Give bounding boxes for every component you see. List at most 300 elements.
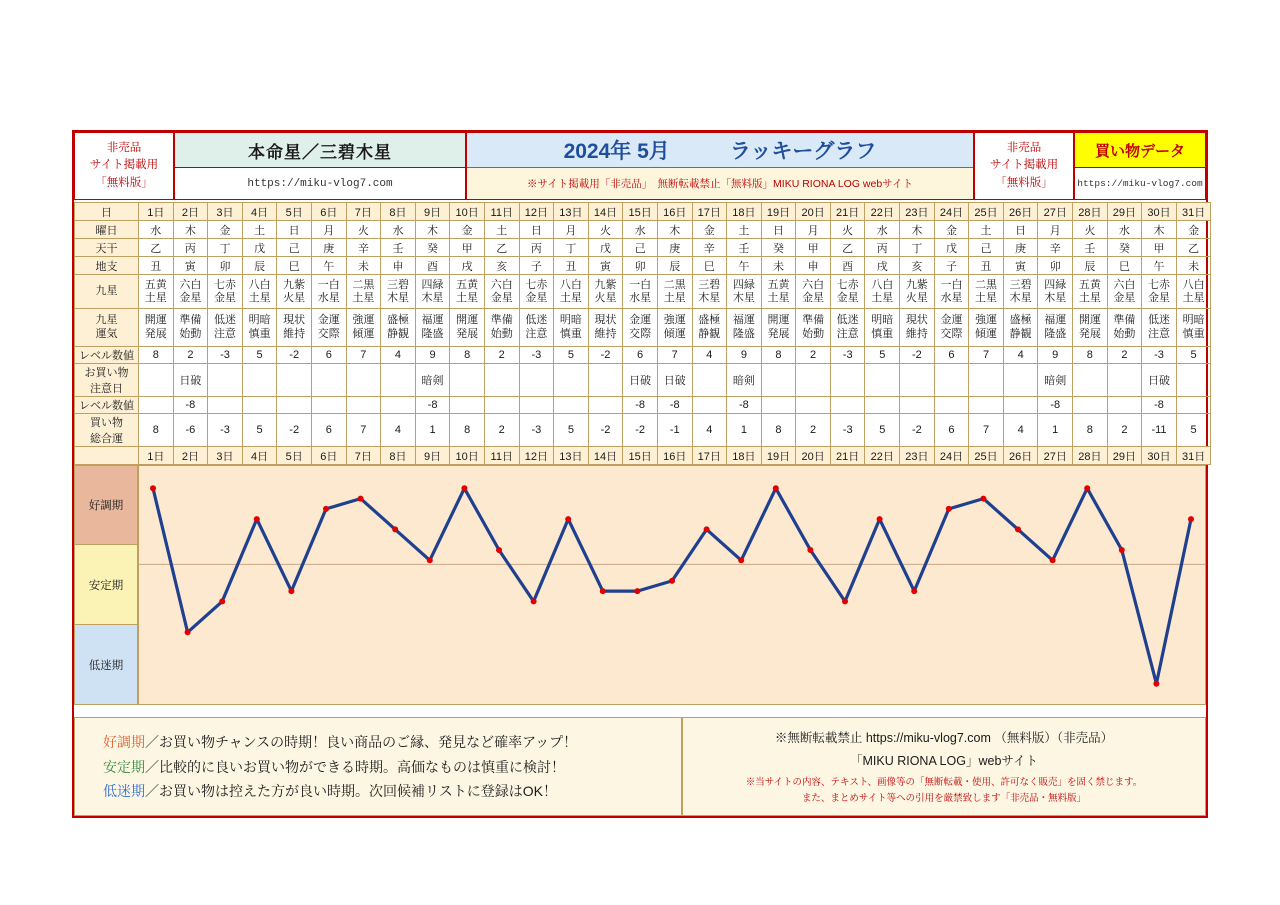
title-block bbox=[466, 132, 974, 200]
day-footer-cell: 11日 bbox=[484, 447, 519, 465]
day-header-cell: 17日 bbox=[692, 203, 727, 221]
weekday-cell: 土 bbox=[969, 221, 1004, 239]
sogo-row bbox=[75, 414, 1211, 447]
day-footer-cell: 24日 bbox=[934, 447, 969, 465]
sogo-cell: 8 bbox=[139, 414, 174, 447]
kyusei-cell: 二黒 土星 bbox=[346, 275, 381, 309]
sogo-cell: 5 bbox=[242, 414, 277, 447]
tenkan-cell: 丙 bbox=[519, 239, 554, 257]
chuibi-cell bbox=[311, 364, 346, 397]
level-1-cell: 7 bbox=[346, 347, 381, 364]
legend-term-antei: 安定期 bbox=[103, 758, 145, 775]
unki-cell: 福運 隆盛 bbox=[415, 309, 450, 347]
level-2-cell bbox=[346, 397, 381, 414]
copyright-line-1: ※無断転載禁止 https://miku-vlog7.com （無料版）（非売品） bbox=[774, 731, 1114, 745]
day-header-cell: 19日 bbox=[761, 203, 796, 221]
graph-point bbox=[392, 526, 398, 532]
day-footer-cell: 4日 bbox=[242, 447, 277, 465]
day-footer-cell: 23日 bbox=[900, 447, 935, 465]
unki-label: 九星 運気 bbox=[75, 309, 139, 347]
shopping-data-title: 買い物データ bbox=[1075, 133, 1205, 168]
unki-cell: 盛極 静観 bbox=[1003, 309, 1038, 347]
tenkan-cell: 戊 bbox=[242, 239, 277, 257]
kyusei-cell: 二黒 土星 bbox=[657, 275, 692, 309]
level-2-cell bbox=[1176, 397, 1211, 414]
day-header-cell: 4日 bbox=[242, 203, 277, 221]
graph-band-labels bbox=[74, 465, 138, 705]
weekday-cell: 水 bbox=[139, 221, 174, 239]
level-2-cell bbox=[588, 397, 623, 414]
weekday-cell: 火 bbox=[830, 221, 865, 239]
header-bar bbox=[74, 132, 1206, 200]
chuibi-cell bbox=[519, 364, 554, 397]
level-2-cell bbox=[381, 397, 416, 414]
level-1-cell: -3 bbox=[208, 347, 243, 364]
unki-cell: 現状 維持 bbox=[277, 309, 312, 347]
tenkan-cell: 庚 bbox=[657, 239, 692, 257]
level-2-cell bbox=[1003, 397, 1038, 414]
graph-point bbox=[911, 588, 917, 594]
legend-term-teimei: 低迷期 bbox=[103, 783, 145, 799]
header-right-note bbox=[974, 132, 1074, 200]
kyusei-cell: 一白 水星 bbox=[623, 275, 658, 309]
unki-cell: 強運 傾運 bbox=[969, 309, 1004, 347]
sogo-cell: -1 bbox=[657, 414, 692, 447]
tenkan-cell: 乙 bbox=[830, 239, 865, 257]
day-header-cell: 20日 bbox=[796, 203, 831, 221]
chuibi-cell: 日破 bbox=[1142, 364, 1177, 397]
day-header-cell: 1日 bbox=[139, 203, 174, 221]
day-header-cell: 7日 bbox=[346, 203, 381, 221]
chishi-cell: 巳 bbox=[692, 257, 727, 275]
day-footer-cell: 3日 bbox=[208, 447, 243, 465]
tenkan-cell: 乙 bbox=[139, 239, 174, 257]
level-2-cell: -8 bbox=[415, 397, 450, 414]
level-2-cell bbox=[139, 397, 174, 414]
day-header-cell: 27日 bbox=[1038, 203, 1073, 221]
level-1-cell: 4 bbox=[692, 347, 727, 364]
level-1-cell: 5 bbox=[242, 347, 277, 364]
level-2-cell: -8 bbox=[727, 397, 762, 414]
kyusei-cell: 三碧 木星 bbox=[1003, 275, 1038, 309]
unki-cell: 準備 始動 bbox=[1107, 309, 1142, 347]
level-1-cell: 8 bbox=[761, 347, 796, 364]
level-2-cell bbox=[934, 397, 969, 414]
kyusei-cell: 九紫 火星 bbox=[588, 275, 623, 309]
tenkan-cell: 癸 bbox=[761, 239, 796, 257]
tenkan-cell: 庚 bbox=[1003, 239, 1038, 257]
level-2-cell bbox=[900, 397, 935, 414]
weekday-cell: 木 bbox=[900, 221, 935, 239]
weekday-cell: 水 bbox=[865, 221, 900, 239]
level-2-cell bbox=[450, 397, 485, 414]
level-2-row bbox=[75, 397, 1211, 414]
day-footer-cell: 30日 bbox=[1142, 447, 1177, 465]
kyusei-cell: 一白 水星 bbox=[311, 275, 346, 309]
level-2-cell bbox=[692, 397, 727, 414]
sogo-cell: -11 bbox=[1142, 414, 1177, 447]
tenkan-cell: 辛 bbox=[346, 239, 381, 257]
level-1-cell: 8 bbox=[1073, 347, 1108, 364]
weekday-cell: 月 bbox=[311, 221, 346, 239]
chuibi-cell bbox=[208, 364, 243, 397]
right-note-line-3: 「無料版」 bbox=[995, 176, 1053, 189]
chuibi-cell: 暗剣 bbox=[1038, 364, 1073, 397]
day-header-cell: 9日 bbox=[415, 203, 450, 221]
legend-text-antei: ／比較的に良いお買い物ができる時期。高価なものは慎重に検討！ bbox=[145, 758, 565, 775]
day-footer-cell: 17日 bbox=[692, 447, 727, 465]
footer-copyright bbox=[682, 717, 1206, 816]
level-1-cell: 2 bbox=[484, 347, 519, 364]
kyusei-cell: 八白 土星 bbox=[554, 275, 589, 309]
sogo-cell: 1 bbox=[727, 414, 762, 447]
level-2-cell: -8 bbox=[1038, 397, 1073, 414]
chishi-cell: 寅 bbox=[588, 257, 623, 275]
day-footer-cell: 14日 bbox=[588, 447, 623, 465]
unki-cell: 強運 傾運 bbox=[346, 309, 381, 347]
chuibi-cell bbox=[346, 364, 381, 397]
level-2-cell bbox=[311, 397, 346, 414]
graph-point bbox=[738, 557, 744, 563]
chuibi-cell bbox=[450, 364, 485, 397]
level-1-cell: 6 bbox=[934, 347, 969, 364]
chishi-cell: 未 bbox=[346, 257, 381, 275]
chuibi-cell bbox=[554, 364, 589, 397]
calendar-table bbox=[74, 202, 1211, 465]
graph-point bbox=[288, 588, 294, 594]
chishi-cell: 午 bbox=[1142, 257, 1177, 275]
chuibi-cell bbox=[484, 364, 519, 397]
graph-point bbox=[1015, 526, 1021, 532]
tenkan-cell: 乙 bbox=[1176, 239, 1211, 257]
chishi-cell: 戌 bbox=[865, 257, 900, 275]
chuibi-cell bbox=[1107, 364, 1142, 397]
sogo-cell: 5 bbox=[865, 414, 900, 447]
kyusei-label: 九星 bbox=[75, 275, 139, 309]
sogo-cell: 7 bbox=[969, 414, 1004, 447]
graph-point bbox=[358, 496, 364, 502]
weekday-cell: 日 bbox=[519, 221, 554, 239]
chishi-cell: 巳 bbox=[277, 257, 312, 275]
day-footer-row bbox=[75, 447, 1211, 465]
day-header-cell: 29日 bbox=[1107, 203, 1142, 221]
day-footer-cell: 7日 bbox=[346, 447, 381, 465]
level-1-cell: 7 bbox=[969, 347, 1004, 364]
graph-point bbox=[1050, 557, 1056, 563]
unki-cell: 低迷 注意 bbox=[830, 309, 865, 347]
day-footer-cell: 6日 bbox=[311, 447, 346, 465]
level-1-cell: 2 bbox=[173, 347, 208, 364]
sogo-cell: 4 bbox=[692, 414, 727, 447]
chuibi-cell: 日破 bbox=[623, 364, 658, 397]
weekday-label: 曜日 bbox=[75, 221, 139, 239]
level-2-cell bbox=[554, 397, 589, 414]
day-header-cell: 26日 bbox=[1003, 203, 1038, 221]
unki-row bbox=[75, 309, 1211, 347]
chishi-cell: 卯 bbox=[208, 257, 243, 275]
legend-row-antei bbox=[103, 755, 681, 780]
graph-point bbox=[254, 516, 260, 522]
tenkan-cell: 壬 bbox=[1073, 239, 1108, 257]
day-footer-cell: 13日 bbox=[554, 447, 589, 465]
weekday-cell: 水 bbox=[1107, 221, 1142, 239]
kyusei-cell: 九紫 火星 bbox=[900, 275, 935, 309]
day-header-cell: 30日 bbox=[1142, 203, 1177, 221]
tenkan-cell: 癸 bbox=[415, 239, 450, 257]
kyusei-cell: 七赤 金星 bbox=[1142, 275, 1177, 309]
day-header-cell: 8日 bbox=[381, 203, 416, 221]
chuibi-cell bbox=[1176, 364, 1211, 397]
graph-point bbox=[185, 629, 191, 635]
sogo-cell: -2 bbox=[900, 414, 935, 447]
level-2-cell bbox=[969, 397, 1004, 414]
unki-cell: 明暗 慎重 bbox=[554, 309, 589, 347]
level-1-cell: 5 bbox=[865, 347, 900, 364]
day-header-cell: 6日 bbox=[311, 203, 346, 221]
kyusei-cell: 五黄 土星 bbox=[139, 275, 174, 309]
sogo-cell: -3 bbox=[830, 414, 865, 447]
level-1-cell: 9 bbox=[727, 347, 762, 364]
shopping-data-url: https://miku-vlog7.com bbox=[1077, 178, 1203, 189]
chuibi-cell: 日破 bbox=[173, 364, 208, 397]
shopping-data-block bbox=[1074, 132, 1206, 200]
level-1-cell: -3 bbox=[1142, 347, 1177, 364]
chishi-cell: 巳 bbox=[1107, 257, 1142, 275]
day-header-cell: 22日 bbox=[865, 203, 900, 221]
tenkan-cell: 癸 bbox=[1107, 239, 1142, 257]
graph-point bbox=[219, 598, 225, 604]
chishi-cell: 寅 bbox=[1003, 257, 1038, 275]
kyusei-cell: 五黄 土星 bbox=[450, 275, 485, 309]
tenkan-cell: 己 bbox=[277, 239, 312, 257]
legend-term-kouchou: 好調期 bbox=[103, 734, 145, 750]
graph-point bbox=[634, 588, 640, 594]
day-footer-cell: 12日 bbox=[519, 447, 554, 465]
weekday-cell: 月 bbox=[796, 221, 831, 239]
kyusei-cell: 九紫 火星 bbox=[277, 275, 312, 309]
unki-cell: 開運 発展 bbox=[450, 309, 485, 347]
day-footer-cell: 20日 bbox=[796, 447, 831, 465]
unki-cell: 準備 始動 bbox=[484, 309, 519, 347]
tenkan-cell: 辛 bbox=[1038, 239, 1073, 257]
unki-cell: 金運 交際 bbox=[934, 309, 969, 347]
graph-point bbox=[150, 485, 156, 491]
day-footer-cell: 31日 bbox=[1176, 447, 1211, 465]
day-footer-cell: 21日 bbox=[830, 447, 865, 465]
graph-point bbox=[946, 506, 952, 512]
unki-cell: 低迷 注意 bbox=[519, 309, 554, 347]
sogo-cell: -2 bbox=[623, 414, 658, 447]
sogo-cell: 2 bbox=[1107, 414, 1142, 447]
unki-cell: 金運 交際 bbox=[311, 309, 346, 347]
weekday-cell: 土 bbox=[242, 221, 277, 239]
graph-line bbox=[153, 488, 1191, 683]
weekday-cell: 水 bbox=[623, 221, 658, 239]
chishi-label: 地支 bbox=[75, 257, 139, 275]
day-header-cell: 5日 bbox=[277, 203, 312, 221]
unki-cell: 盛極 静観 bbox=[692, 309, 727, 347]
weekday-cell: 木 bbox=[1142, 221, 1177, 239]
kyusei-row bbox=[75, 275, 1211, 309]
weekday-cell: 木 bbox=[173, 221, 208, 239]
level-2-cell bbox=[484, 397, 519, 414]
sogo-cell: 1 bbox=[415, 414, 450, 447]
chuibi-cell bbox=[865, 364, 900, 397]
day-header-cell: 15日 bbox=[623, 203, 658, 221]
day-footer-label bbox=[75, 447, 139, 465]
graph-point bbox=[600, 588, 606, 594]
level-2-cell: -8 bbox=[657, 397, 692, 414]
day-footer-cell: 5日 bbox=[277, 447, 312, 465]
graph-point bbox=[461, 485, 467, 491]
graph-plot-area bbox=[138, 465, 1206, 705]
band-label-antei: 安定期 bbox=[74, 545, 138, 625]
day-header-cell: 23日 bbox=[900, 203, 935, 221]
legend-text-kouchou: ／お買い物チャンスの時期！良い商品のご縁、発見など確率アップ！ bbox=[145, 734, 578, 750]
chishi-cell: 丑 bbox=[969, 257, 1004, 275]
kyusei-cell: 五黄 土星 bbox=[1073, 275, 1108, 309]
weekday-cell: 金 bbox=[692, 221, 727, 239]
graph-point bbox=[323, 506, 329, 512]
tenkan-cell: 甲 bbox=[796, 239, 831, 257]
sogo-cell: 5 bbox=[1176, 414, 1211, 447]
chuibi-cell bbox=[1073, 364, 1108, 397]
kyusei-cell: 七赤 金星 bbox=[519, 275, 554, 309]
day-footer-cell: 25日 bbox=[969, 447, 1004, 465]
level-1-cell: 5 bbox=[1176, 347, 1211, 364]
weekday-cell: 火 bbox=[346, 221, 381, 239]
sogo-cell: 4 bbox=[1003, 414, 1038, 447]
kyusei-cell: 六白 金星 bbox=[484, 275, 519, 309]
level-1-cell: -2 bbox=[900, 347, 935, 364]
graph-point bbox=[427, 557, 433, 563]
unki-cell: 準備 始動 bbox=[173, 309, 208, 347]
honmei-star-title: 本命星／三碧木星 bbox=[175, 133, 465, 168]
graph-point bbox=[1119, 547, 1125, 553]
tenkan-cell: 辛 bbox=[692, 239, 727, 257]
left-note-line-2: サイト掲載用 bbox=[89, 159, 159, 172]
lucky-graph bbox=[74, 465, 1206, 705]
weekday-cell: 金 bbox=[934, 221, 969, 239]
day-footer-cell: 16日 bbox=[657, 447, 692, 465]
chishi-cell: 午 bbox=[727, 257, 762, 275]
kyusei-cell: 四緑 木星 bbox=[1038, 275, 1073, 309]
tenkan-cell: 己 bbox=[623, 239, 658, 257]
graph-point bbox=[565, 516, 571, 522]
chuibi-cell: 暗剣 bbox=[415, 364, 450, 397]
unki-cell: 開運 発展 bbox=[1073, 309, 1108, 347]
weekday-cell: 金 bbox=[450, 221, 485, 239]
graph-point bbox=[842, 598, 848, 604]
legend-row-teimei bbox=[103, 779, 681, 804]
title-note: ※サイト掲載用「非売品」 無断転載禁止「無料版」MIKU RIONA LOG webサイト bbox=[467, 168, 973, 199]
chishi-cell: 辰 bbox=[242, 257, 277, 275]
sogo-cell: 2 bbox=[484, 414, 519, 447]
kyusei-cell: 五黄 土星 bbox=[761, 275, 796, 309]
day-footer-cell: 29日 bbox=[1107, 447, 1142, 465]
tenkan-label: 天干 bbox=[75, 239, 139, 257]
level-2-cell bbox=[761, 397, 796, 414]
chishi-cell: 酉 bbox=[830, 257, 865, 275]
unki-cell: 現状 維持 bbox=[900, 309, 935, 347]
chishi-cell: 卯 bbox=[1038, 257, 1073, 275]
tenkan-cell: 丁 bbox=[554, 239, 589, 257]
graph-point bbox=[1188, 516, 1194, 522]
left-note-line-1: 非売品 bbox=[106, 142, 142, 155]
day-header-cell: 16日 bbox=[657, 203, 692, 221]
level-2-cell bbox=[865, 397, 900, 414]
chishi-row bbox=[75, 257, 1211, 275]
title-main: ラッキーグラフ bbox=[729, 140, 877, 163]
level-2-cell: -8 bbox=[173, 397, 208, 414]
day-footer-cell: 10日 bbox=[450, 447, 485, 465]
chishi-cell: 未 bbox=[761, 257, 796, 275]
graph-point bbox=[877, 516, 883, 522]
weekday-cell: 木 bbox=[415, 221, 450, 239]
kyusei-cell: 七赤 金星 bbox=[830, 275, 865, 309]
chishi-cell: 申 bbox=[381, 257, 416, 275]
chishi-cell: 亥 bbox=[900, 257, 935, 275]
day-header-cell: 18日 bbox=[727, 203, 762, 221]
sogo-cell: -6 bbox=[173, 414, 208, 447]
header-left-note bbox=[74, 132, 174, 200]
chishi-cell: 子 bbox=[519, 257, 554, 275]
level-1-cell: 8 bbox=[450, 347, 485, 364]
day-footer-cell: 15日 bbox=[623, 447, 658, 465]
day-footer-cell: 28日 bbox=[1073, 447, 1108, 465]
day-header-cell: 13日 bbox=[554, 203, 589, 221]
sogo-cell: 5 bbox=[554, 414, 589, 447]
kyusei-cell: 三碧 木星 bbox=[381, 275, 416, 309]
tenkan-cell: 丙 bbox=[173, 239, 208, 257]
level-1-cell: 4 bbox=[381, 347, 416, 364]
unki-cell: 低迷 注意 bbox=[1142, 309, 1177, 347]
kyusei-cell: 六白 金星 bbox=[796, 275, 831, 309]
band-label-kouchou: 好調期 bbox=[74, 465, 138, 545]
level-2-cell bbox=[277, 397, 312, 414]
level-1-label: レベル数値 bbox=[75, 347, 139, 364]
weekday-cell: 日 bbox=[277, 221, 312, 239]
sogo-cell: 8 bbox=[761, 414, 796, 447]
unki-cell: 盛極 静観 bbox=[381, 309, 416, 347]
tenkan-cell: 壬 bbox=[727, 239, 762, 257]
sogo-cell: 1 bbox=[1038, 414, 1073, 447]
sogo-cell: 6 bbox=[934, 414, 969, 447]
day-header-cell: 24日 bbox=[934, 203, 969, 221]
tenkan-row bbox=[75, 239, 1211, 257]
unki-cell: 金運 交際 bbox=[623, 309, 658, 347]
level-2-cell: -8 bbox=[1142, 397, 1177, 414]
weekday-cell: 水 bbox=[381, 221, 416, 239]
unki-cell: 強運 傾運 bbox=[657, 309, 692, 347]
day-header-cell: 21日 bbox=[830, 203, 865, 221]
kyusei-cell: 四緑 木星 bbox=[415, 275, 450, 309]
graph-point bbox=[496, 547, 502, 553]
chuibi-row bbox=[75, 364, 1211, 397]
chuibi-cell bbox=[1003, 364, 1038, 397]
level-2-cell bbox=[519, 397, 554, 414]
weekday-row bbox=[75, 221, 1211, 239]
weekday-cell: 土 bbox=[484, 221, 519, 239]
chuibi-cell bbox=[796, 364, 831, 397]
graph-point bbox=[704, 526, 710, 532]
sogo-cell: 4 bbox=[381, 414, 416, 447]
unki-cell: 現状 維持 bbox=[588, 309, 623, 347]
level-2-cell bbox=[1073, 397, 1108, 414]
chishi-cell: 子 bbox=[934, 257, 969, 275]
day-header-cell: 11日 bbox=[484, 203, 519, 221]
sogo-cell: 2 bbox=[796, 414, 831, 447]
